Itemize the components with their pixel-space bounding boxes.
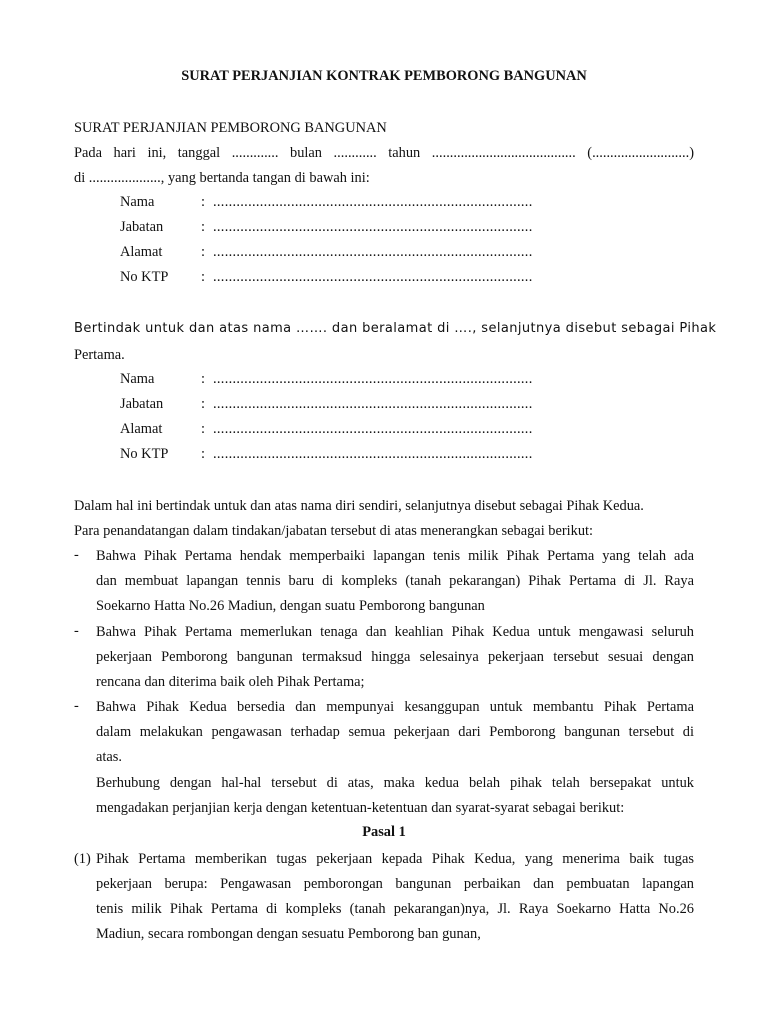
bullet-marker: - — [74, 698, 79, 714]
agreement-line: mengadakan perjanjian kerja dengan ketentuan-ketentuan dan syarat-syarat sebagai berikut: — [96, 800, 625, 816]
field-row — [0, 269, 768, 287]
field-value: .................................................................................. — [213, 194, 533, 210]
bullet-line: dalam melakukan pengawasan terhadap semua pekerjaan dari Pemborong bangunan tersebut di — [96, 724, 694, 740]
field-colon: : — [201, 194, 205, 210]
field-colon: : — [201, 421, 205, 437]
bullet-line: Bahwa Pihak Pertama hendak memperbaiki lapangan tenis milik Pihak Pertama yang telah ada — [96, 548, 694, 564]
bullet-line: Bahwa Pihak Kedua bersedia dan mempunyai kesanggupan untuk membantu Pihak Pertama — [96, 699, 694, 715]
field-colon: : — [201, 244, 205, 260]
document-subtitle: SURAT PERJANJIAN PEMBORONG BANGUNAN — [74, 120, 387, 136]
pasal-title: Pasal 1 — [362, 824, 406, 840]
field-row — [0, 194, 768, 212]
field-row — [0, 371, 768, 389]
field-label: Jabatan — [120, 396, 164, 412]
field-value: .................................................................................. — [213, 269, 533, 285]
bullet-line: pekerjaan Pemborong bangunan termaksud hingga selesainya pekerjaan tersebut sesuai dengan — [96, 649, 694, 665]
field-label: Nama — [120, 194, 155, 210]
field-value: .................................................................................. — [213, 446, 533, 462]
pasal-line: tenis milik Pihak Pertama di kompleks (tanah pekarangan)nya, Jl. Raya Soekarno Hatta No.26 — [96, 901, 694, 917]
field-label: Jabatan — [120, 219, 164, 235]
bullet-marker: - — [74, 547, 79, 563]
field-label: Nama — [120, 371, 155, 387]
bullet-line: rencana dan diterima baik oleh Pihak Pertama; — [96, 674, 365, 690]
field-value: .................................................................................. — [213, 421, 533, 437]
pasal-line: Madiun, secara rombongan dengan sesuatu Pemborong ban gunan, — [96, 926, 481, 942]
field-label: Alamat — [120, 244, 163, 260]
agreement-line: Berhubung dengan hal-hal tersebut di atas, maka kedua belah pihak telah bersepakat untuk — [96, 775, 694, 791]
bullet-line: Soekarno Hatta No.26 Madiun, dengan suatu Pemborong bangunan — [96, 598, 485, 614]
field-colon: : — [201, 371, 205, 387]
acting-line: Pertama. — [74, 347, 125, 363]
field-label: Alamat — [120, 421, 163, 437]
document-title: SURAT PERJANJIAN KONTRAK PEMBORONG BANGUNAN — [181, 68, 587, 84]
pasal-line: Pihak Pertama memberikan tugas pekerjaan kepada Pihak Kedua, yang menerima baik tugas — [96, 851, 694, 867]
bullet-line: dan membuat lapangan tennis baru di kompleks (tanah pekarangan) Pihak Pertama di Jl. Raya — [96, 573, 694, 589]
bullet-line: Bahwa Pihak Pertama memerlukan tenaga dan keahlian Pihak Kedua untuk mengawasi seluruh — [96, 624, 694, 640]
field-label: No KTP — [120, 446, 169, 462]
field-row — [0, 219, 768, 237]
field-colon: : — [201, 446, 205, 462]
field-row — [0, 446, 768, 464]
opening-line: Pada hari ini, tanggal ............. bulan ............ tahun ........................................ (...........................) — [74, 145, 694, 161]
field-row — [0, 421, 768, 439]
field-colon: : — [201, 269, 205, 285]
opening-line: di ...................., yang bertanda tangan di bawah ini: — [74, 170, 370, 186]
field-label: No KTP — [120, 269, 169, 285]
field-value: .................................................................................. — [213, 244, 533, 260]
pasal-item-marker: (1) — [74, 851, 91, 867]
bullet-line: atas. — [96, 749, 122, 765]
acting-line: Bertindak untuk dan atas nama ……. dan beralamat di …., selanjutnya disebut sebagai Pihak — [74, 321, 717, 336]
field-row — [0, 244, 768, 262]
field-colon: : — [201, 396, 205, 412]
bullet-marker: - — [74, 623, 79, 639]
party2-line: Dalam hal ini bertindak untuk dan atas nama diri sendiri, selanjutnya disebut sebagai Pihak Kedua. — [74, 498, 644, 514]
pasal-line: pekerjaan berupa: Pengawasan pemborongan bangunan perbaikan dan pembuatan lapangan — [96, 876, 694, 892]
field-row — [0, 396, 768, 414]
declare-line: Para penandatangan dalam tindakan/jabatan tersebut di atas menerangkan sebagai berikut: — [74, 523, 594, 539]
field-colon: : — [201, 219, 205, 235]
field-value: .................................................................................. — [213, 219, 533, 235]
field-value: .................................................................................. — [213, 396, 533, 412]
field-value: .................................................................................. — [213, 371, 533, 387]
